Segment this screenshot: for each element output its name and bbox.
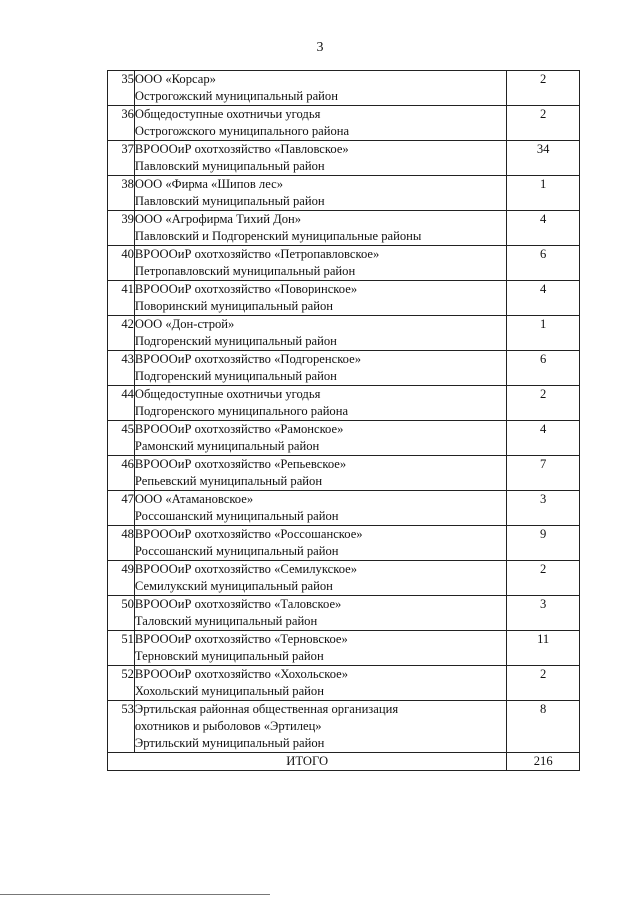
count-cell: 8 xyxy=(507,701,580,753)
organization-line: Павловский муниципальный район xyxy=(134,194,325,208)
organization-line: Семилукский муниципальный район xyxy=(134,579,333,593)
organization-cell xyxy=(134,211,506,246)
table-row xyxy=(108,71,580,106)
organization-line: Павловский и Подгоренский муниципальные районы xyxy=(134,229,422,243)
organization-cell xyxy=(134,141,506,176)
row-number: 38 xyxy=(108,176,135,211)
organization-line: ООО «Атамановское» xyxy=(134,492,254,506)
organization-line: Таловский муниципальный район xyxy=(134,614,318,628)
row-number: 35 xyxy=(108,71,135,106)
row-number: 41 xyxy=(108,281,135,316)
table-row xyxy=(108,526,580,561)
table-row xyxy=(108,631,580,666)
organization-line: Эртильская районная общественная организация xyxy=(134,702,399,716)
table-row xyxy=(108,491,580,526)
count-cell: 1 xyxy=(507,176,580,211)
organization-line: Поворинский муниципальный район xyxy=(134,299,334,313)
organization-line: ВРОООиР охотхозяйство «Петропавловское» xyxy=(134,247,380,261)
count-cell: 2 xyxy=(507,561,580,596)
count-cell: 11 xyxy=(507,631,580,666)
row-number: 52 xyxy=(108,666,135,701)
table-body xyxy=(108,71,580,753)
table-row xyxy=(108,666,580,701)
organization-line: Россошанский муниципальный район xyxy=(134,544,339,558)
organization-line: Подгоренского муниципального района xyxy=(134,404,349,418)
row-number: 42 xyxy=(108,316,135,351)
table-row xyxy=(108,421,580,456)
count-cell: 2 xyxy=(507,71,580,106)
count-cell: 2 xyxy=(507,106,580,141)
organization-cell xyxy=(134,106,506,141)
row-number: 40 xyxy=(108,246,135,281)
organization-cell xyxy=(134,666,506,701)
organization-line: Общедоступные охотничьи угодья xyxy=(134,387,321,401)
page-divider xyxy=(0,894,270,895)
organization-line: Рамонский муниципальный район xyxy=(134,439,320,453)
count-cell: 4 xyxy=(507,211,580,246)
organization-line: ВРОООиР охотхозяйство «Семилукское» xyxy=(134,562,358,576)
table-row xyxy=(108,561,580,596)
row-number: 46 xyxy=(108,456,135,491)
row-number: 44 xyxy=(108,386,135,421)
table-row xyxy=(108,456,580,491)
count-cell: 9 xyxy=(507,526,580,561)
organization-line: ВРОООиР охотхозяйство «Таловское» xyxy=(134,597,342,611)
organization-line: Петропавловский муниципальный район xyxy=(134,264,356,278)
organization-line: Терновский муниципальный район xyxy=(134,649,324,663)
organization-line: Подгоренский муниципальный район xyxy=(134,369,337,383)
organization-cell xyxy=(134,281,506,316)
organization-line: Острогожский муниципальный район xyxy=(134,89,338,103)
table-row xyxy=(108,386,580,421)
table-row xyxy=(108,246,580,281)
organization-line: Россошанский муниципальный район xyxy=(134,509,339,523)
table-row xyxy=(108,316,580,351)
count-cell: 2 xyxy=(507,386,580,421)
organization-cell xyxy=(134,71,506,106)
table-row xyxy=(108,351,580,386)
page-number: 3 xyxy=(316,40,324,55)
count-cell: 6 xyxy=(507,246,580,281)
organization-line: Павловский муниципальный район xyxy=(134,159,325,173)
organization-line: ВРОООиР охотхозяйство «Репьевское» xyxy=(134,457,347,471)
row-number: 36 xyxy=(108,106,135,141)
row-number: 43 xyxy=(108,351,135,386)
organization-cell xyxy=(134,526,506,561)
table-row xyxy=(108,141,580,176)
organization-cell xyxy=(134,421,506,456)
organization-cell xyxy=(134,351,506,386)
total-count: 216 xyxy=(507,753,580,771)
row-number: 49 xyxy=(108,561,135,596)
hunting-grounds-table xyxy=(107,70,580,771)
count-cell: 4 xyxy=(507,421,580,456)
organization-line: ООО «Корсар» xyxy=(134,72,216,86)
organization-cell xyxy=(134,176,506,211)
count-cell: 3 xyxy=(507,596,580,631)
table-row xyxy=(108,596,580,631)
organization-line: ООО «Агрофирма Тихий Дон» xyxy=(134,212,302,226)
total-label: ИТОГО xyxy=(108,753,507,771)
organization-line: ВРОООиР охотхозяйство «Россошанское» xyxy=(134,527,363,541)
organization-cell xyxy=(134,316,506,351)
count-cell: 7 xyxy=(507,456,580,491)
organization-line: ВРОООиР охотхозяйство «Рамонское» xyxy=(134,422,344,436)
organization-cell xyxy=(134,596,506,631)
table-row xyxy=(108,281,580,316)
row-number: 53 xyxy=(108,701,135,753)
count-cell: 4 xyxy=(507,281,580,316)
organization-line: ООО «Фирма «Шипов лес» xyxy=(134,177,283,191)
organization-line: ВРОООиР охотхозяйство «Павловское» xyxy=(134,142,349,156)
organization-line: Хохольский муниципальный район xyxy=(134,684,324,698)
organization-line: Эртильский муниципальный район xyxy=(134,736,325,750)
organization-line: ВРОООиР охотхозяйство «Хохольское» xyxy=(134,667,349,681)
organization-line: Острогожского муниципального района xyxy=(134,124,350,138)
count-cell: 2 xyxy=(507,666,580,701)
organization-line: ВРОООиР охотхозяйство «Терновское» xyxy=(134,632,348,646)
total-row xyxy=(108,753,580,771)
count-cell: 3 xyxy=(507,491,580,526)
organization-cell xyxy=(134,246,506,281)
row-number: 47 xyxy=(108,491,135,526)
organization-line: Репьевский муниципальный район xyxy=(134,474,323,488)
count-cell: 1 xyxy=(507,316,580,351)
organization-line: Подгоренский муниципальный район xyxy=(134,334,337,348)
table-row xyxy=(108,701,580,753)
organization-line: ВРОООиР охотхозяйство «Поворинское» xyxy=(134,282,358,296)
organization-cell xyxy=(134,561,506,596)
count-cell: 34 xyxy=(507,141,580,176)
row-number: 39 xyxy=(108,211,135,246)
organization-cell xyxy=(134,631,506,666)
row-number: 48 xyxy=(108,526,135,561)
organization-line: ООО «Дон-строй» xyxy=(134,317,235,331)
row-number: 45 xyxy=(108,421,135,456)
organization-line: охотников и рыболовов «Эртилец» xyxy=(134,719,322,733)
organization-line: Общедоступные охотничьи угодья xyxy=(134,107,321,121)
table-row xyxy=(108,106,580,141)
organization-cell xyxy=(134,701,506,753)
organization-cell xyxy=(134,491,506,526)
organization-line: ВРОООиР охотхозяйство «Подгоренское» xyxy=(134,352,362,366)
organization-cell xyxy=(134,386,506,421)
count-cell: 6 xyxy=(507,351,580,386)
organization-cell xyxy=(134,456,506,491)
table-row xyxy=(108,176,580,211)
row-number: 37 xyxy=(108,141,135,176)
row-number: 50 xyxy=(108,596,135,631)
table-row xyxy=(108,211,580,246)
row-number: 51 xyxy=(108,631,135,666)
